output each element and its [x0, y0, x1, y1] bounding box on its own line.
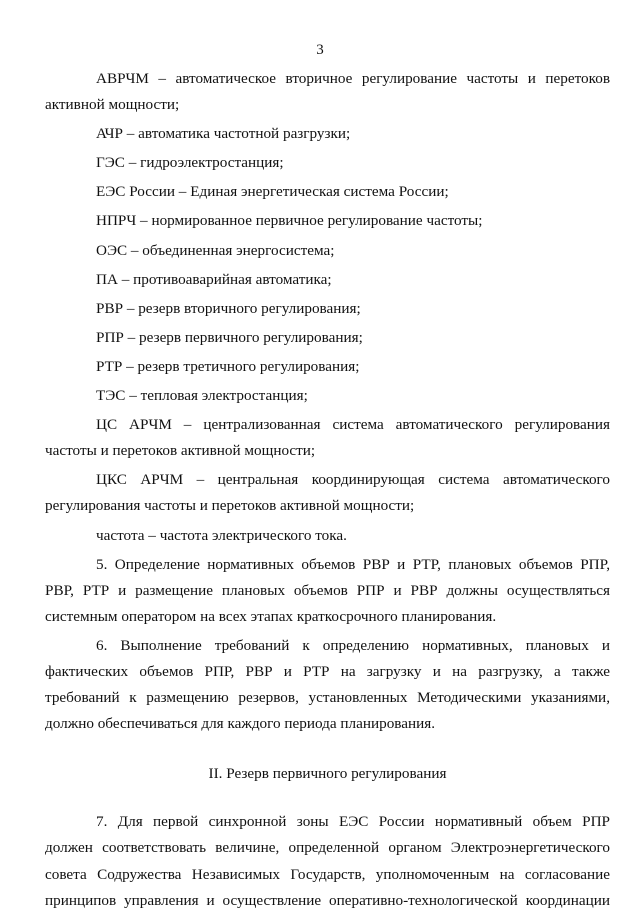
- paragraph-line: требований к размещению резервов, установленных Методическими указаниями,: [45, 689, 610, 707]
- paragraph-line: должен соответствовать величине, определенной органом Электроэнергетического: [45, 839, 610, 857]
- definition-item: АЧР – автоматика частотной разгрузки;: [96, 125, 351, 143]
- paragraph-6: [45, 633, 610, 737]
- definition-item: РВР – резерв вторичного регулирования;: [96, 299, 361, 317]
- document-body: [45, 66, 610, 914]
- page-number: 3: [316, 42, 324, 58]
- definition-continuation: частоты и перетоков активной мощности;: [45, 442, 316, 460]
- definition-continuation: регулирования частоты и перетоков активной мощности;: [45, 497, 415, 515]
- definition-item: ЕЭС России – Единая энергетическая система России;: [96, 183, 449, 201]
- definition-item: АВРЧМ – автоматическое вторичное регулирование частоты и перетоков: [96, 70, 610, 87]
- definition-item: ПА – противоаварийная автоматика;: [96, 270, 332, 288]
- definition-item: РТР – резерв третичного регулирования;: [96, 357, 360, 375]
- definition-continuation: активной мощности;: [45, 96, 180, 114]
- paragraph-line: 5. Определение нормативных объемов РВР и РТР, плановых объемов РПР,: [96, 555, 610, 573]
- definition-item: НПРЧ – нормированное первичное регулирование частоты;: [96, 212, 483, 230]
- paragraph-line: фактических объемов РПР, РВР и РТР на загрузку и на разгрузку, а также: [45, 662, 610, 680]
- definition-item: ГЭС – гидроэлектростанция;: [96, 154, 284, 172]
- paragraph-line: принципов управления и осуществление оперативно-технологической координации: [45, 891, 610, 909]
- paragraph-line: системным оператором на всех этапах краткосрочного планирования.: [45, 607, 497, 625]
- paragraph-line: 7. Для первой синхронной зоны ЕЭС России нормативный объем РПР: [96, 813, 610, 831]
- definition-item: частота – частота электрического тока.: [96, 526, 347, 544]
- paragraph-5: [45, 552, 610, 630]
- definition-item: ТЭС – тепловая электростанция;: [96, 387, 308, 405]
- definition-item: ЦС АРЧМ – централизованная система автоматического регулирования: [96, 416, 610, 434]
- paragraph-7: [45, 809, 610, 913]
- paragraph-line: совета Содружества Независимых Государств, уполномоченным на согласование: [45, 865, 610, 883]
- section-heading: II. Резерв первичного регулирования: [208, 765, 447, 783]
- definition-item: ЦКС АРЧМ – центральная координирующая система автоматического: [96, 471, 610, 489]
- paragraph-line: должно обеспечиваться для каждого периода планирования.: [45, 715, 436, 733]
- definitions-list: [45, 66, 610, 549]
- definition-item: РПР – резерв первичного регулирования;: [96, 328, 363, 346]
- paragraph-line: РВР, РТР и размещение плановых объемов РПР и РВР должны осуществляться: [45, 581, 610, 599]
- paragraph-line: 6. Выполнение требований к определению нормативных, плановых и: [96, 636, 610, 654]
- definition-item: ОЭС – объединенная энергосистема;: [96, 241, 335, 259]
